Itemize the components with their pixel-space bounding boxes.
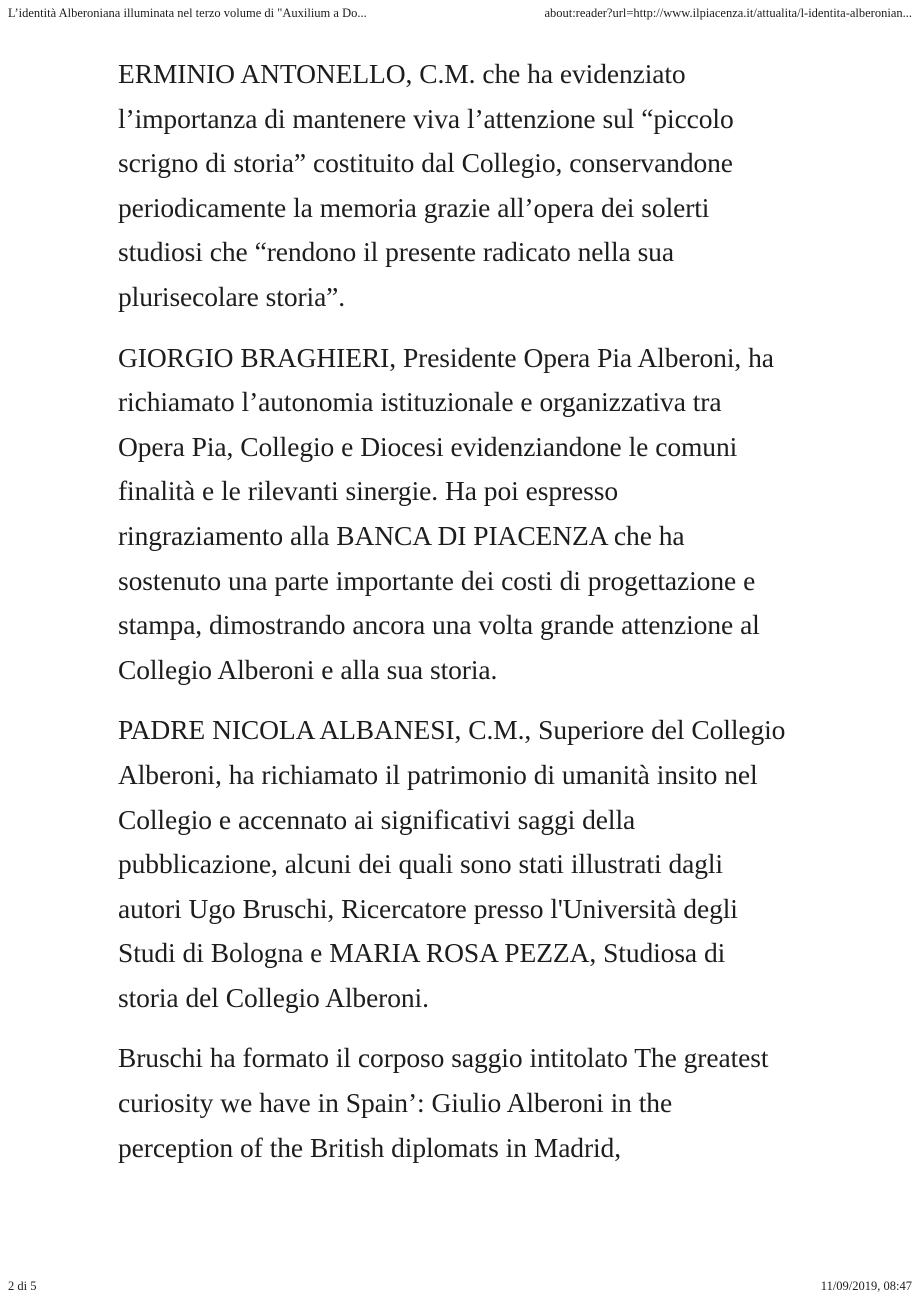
- footer-timestamp: 11/09/2019, 08:47: [820, 1279, 912, 1293]
- article-paragraph: Bruschi ha formato il corposo saggio intitolato The greatest curiosity we have in Spain’: Giulio Alberoni in the perception of the British diplomats in Madrid,: [118, 1042, 769, 1163]
- article-paragraph: ERMINIO ANTONELLO, C.M. che ha evidenziato l’importanza di mantenere viva l’attenzione sul “piccolo scrigno di storia” costituito dal Collegio, conservandone periodicamente la memoria grazie all’opera dei solerti studiosi che “rendono il presente radicato nella sua plurisecolare storia”.: [118, 58, 734, 312]
- article-paragraph: PADRE NICOLA ALBANESI, C.M., Superiore del Collegio Alberoni, ha richiamato il patrimonio di umanità insito nel Collegio e accennato ai significativi saggi della pubblicazione, alcuni dei quali sono stati illustrati dagli autori Ugo Bruschi, Ricercatore presso l'Università degli Studi di Bologna e MARIA ROSA PEZZA, Studiosa di storia del Collegio Alberoni.: [118, 714, 786, 1013]
- footer-page-indicator: 2 di 5: [8, 1279, 37, 1293]
- article-paragraph: GIORGIO BRAGHIERI, Presidente Opera Pia Alberoni, ha richiamato l’autonomia istituzionale e organizzativa tra Opera Pia, Collegio e Diocesi evidenziandone le comuni finalità e le rilevanti sinergie. Ha poi espresso ringraziamento alla BANCA DI PIACENZA che ha sostenuto una parte importante dei costi di progettazione e stampa, dimostrando ancora una volta grande attenzione al Collegio Alberoni e alla sua storia.: [118, 341, 774, 685]
- header-source-url: about:reader?url=http://www.ilpiacenza.it/attualita/l-identita-alberonian...: [544, 6, 912, 20]
- header-document-title: L’identità Alberoniana illuminata nel terzo volume di "Auxilium a Do...: [8, 6, 367, 20]
- print-running-footer: [0, 1268, 920, 1302]
- article-body: [118, 52, 790, 1170]
- print-running-header: [0, 0, 920, 30]
